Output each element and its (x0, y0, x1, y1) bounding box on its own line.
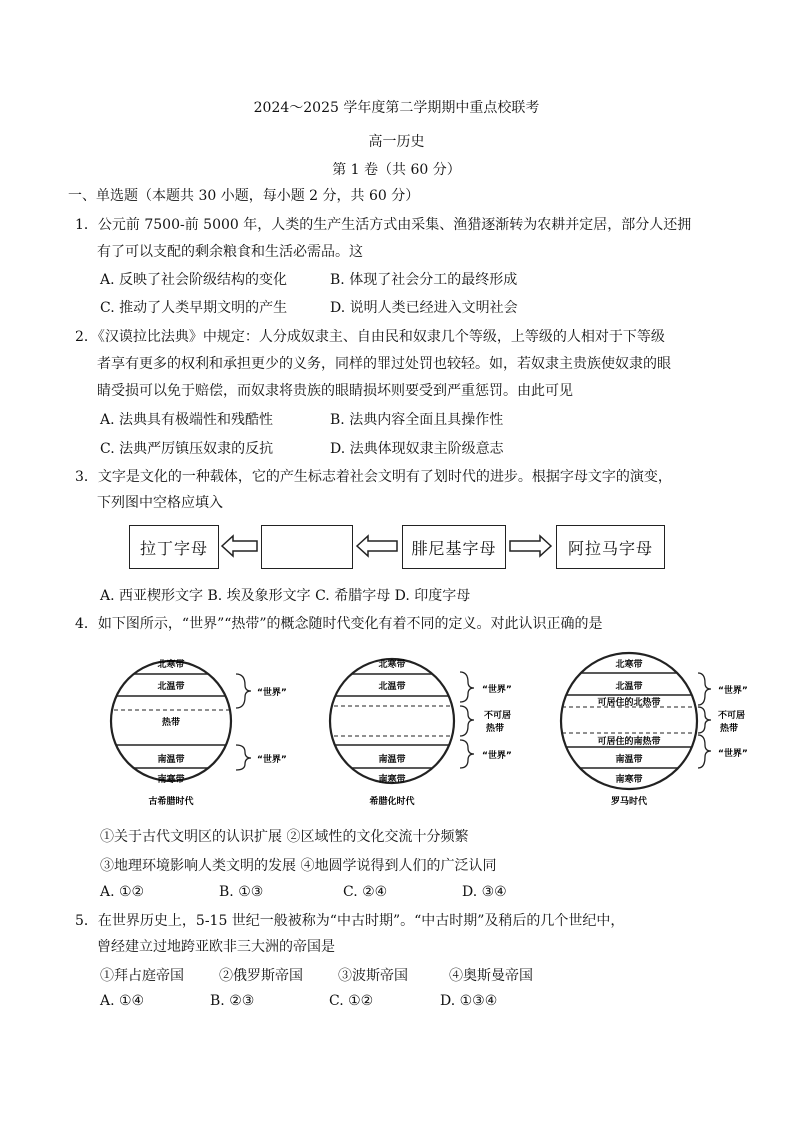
g1-north-cold: 北寒带 (157, 660, 185, 670)
g1-world-top: “世界” (257, 688, 287, 698)
q4-option-d: D. ③④ (462, 884, 507, 900)
g1-south-temp: 南温带 (157, 755, 185, 765)
g3-habitable-north: 可居住的北热带 (597, 698, 661, 708)
g3-world-top: “世界” (718, 686, 748, 696)
volume-title: 第 1 卷（共 60 分） (332, 162, 461, 178)
g3-north-cold: 北寒带 (615, 660, 643, 670)
q2-option-d: D. 法典体现奴隶主阶级意志 (330, 441, 504, 457)
q4-option-b: B. ①③ (219, 884, 264, 900)
q2-line2: 者享有更多的权利和承担更少的义务，同样的罪过处罚也较轻。如，若奴隶主贵族使奴隶的眼 (97, 356, 671, 372)
q2-line3: 睛受损可以免于赔偿，而奴隶将贵族的眼睛损坏则要受到严重惩罚。由此可见 (97, 383, 573, 399)
latin-alphabet-box: 拉丁字母 (129, 525, 219, 569)
globe-hellenistic (320, 658, 512, 807)
q2-line1: 2．《汉谟拉比法典》中规定：人分成奴隶主、自由民和奴隶几个等级，上等级的人相对于下等级 (75, 329, 665, 345)
g2-uninhabitable-2: 热带 (486, 724, 505, 734)
g1-world-bottom: “世界” (257, 755, 287, 765)
g2-south-temp: 南温带 (378, 755, 406, 765)
q4-statements-2: ③地理环境影响人类文明的发展 ④地圆学说得到人们的广泛认同 (100, 858, 497, 874)
exam-title: 2024～2025 学年度第二学期期中重点校联考 (253, 100, 540, 116)
g1-north-temp: 北温带 (157, 682, 185, 692)
section-heading: 一、单选题（本题共 30 小题，每小题 2 分，共 60 分） (68, 188, 420, 204)
q3-line1: 3．文字是文化的一种载体，它的产生标志着社会文明有了划时代的进步。根据字母文字的演变， (75, 469, 672, 485)
g2-north-cold: 北寒带 (378, 660, 406, 670)
q1-option-c: C. 推动了人类早期文明的产生 (100, 300, 288, 316)
globe-roman (555, 653, 748, 807)
aramaic-alphabet-box: 阿拉马字母 (556, 525, 665, 569)
g2-world-top: “世界” (482, 685, 512, 695)
q5-empire-3: ③波斯帝国 (338, 968, 408, 984)
g1-tropic: 热带 (161, 718, 181, 728)
g1-caption: 古希腊时代 (148, 797, 194, 807)
q1-option-d: D. 说明人类已经进入文明社会 (330, 300, 518, 316)
q4-line1: 4．如下图所示，“世界”“热带”的概念随时代变化有着不同的定义。对此认识正确的是 (75, 616, 603, 632)
q1-line1: 1．公元前 7500-前 5000 年，人类的生产生活方式由采集、渔猎逐渐转为农耕并定居，部分人还拥 (75, 217, 692, 233)
q4-statements-1: ①关于古代文明区的认识扩展 ②区域性的文化交流十分频繁 (100, 829, 469, 845)
g2-world-bottom: “世界” (482, 751, 512, 761)
q5-line2: 曾经建立过地跨亚欧非三大洲的帝国是 (97, 939, 335, 955)
g3-caption: 罗马时代 (610, 797, 648, 807)
q2-option-b: B. 法典内容全面且具操作性 (330, 412, 504, 428)
q5-option-b: B. ②③ (210, 993, 255, 1009)
g2-uninhabitable-1: 不可居 (484, 711, 512, 721)
q5-option-a: A. ①④ (100, 993, 145, 1009)
g2-caption: 希腊化时代 (369, 797, 415, 807)
q1-option-b: B. 体现了社会分工的最终形成 (330, 272, 518, 288)
subject-title: 高一历史 (368, 134, 425, 150)
g3-north-temp: 北温带 (615, 682, 643, 692)
q3-line2: 下列图中空格应填入 (97, 495, 223, 511)
q5-option-d: D. ①③④ (440, 993, 498, 1009)
q2-option-c: C. 法典严厉镇压奴隶的反抗 (100, 441, 274, 457)
phoenician-alphabet-box: 腓尼基字母 (402, 525, 506, 569)
q4-option-c: C. ②④ (343, 884, 388, 900)
q5-empire-4: ④奥斯曼帝国 (449, 968, 533, 984)
q5-line1: 5．在世界历史上，5-15 世纪一般被称为“中古时期”。“中古时期”及稍后的几个世纪中， (75, 913, 625, 929)
q5-option-c: C. ①② (329, 993, 374, 1009)
q3-options: A. 西亚楔形文字 B. 埃及象形文字 C. 希腊字母 D. 印度字母 (100, 588, 471, 604)
g3-habitable-south: 可居住的南热带 (597, 737, 661, 747)
q1-line2: 有了可以支配的剩余粮食和生活必需品。这 (97, 244, 363, 260)
g3-uninhabitable-2: 热带 (720, 724, 739, 734)
g1-south-cold: 南寒带 (157, 775, 185, 785)
g3-world-bottom: “世界” (718, 749, 748, 759)
g2-north-temp: 北温带 (378, 682, 406, 692)
g3-south-temp: 南温带 (615, 755, 643, 765)
globe-ancient-greece (100, 658, 287, 807)
g3-south-cold: 南寒带 (615, 775, 643, 785)
q4-option-a: A. ①② (100, 884, 145, 900)
g2-south-cold: 南寒带 (378, 775, 406, 785)
q1-option-a: A. 反映了社会阶级结构的变化 (100, 272, 288, 288)
g3-uninhabitable-1: 不可居 (718, 711, 746, 721)
q5-empire-2: ②俄罗斯帝国 (219, 968, 303, 984)
q2-option-a: A. 法典具有极端性和残酷性 (100, 412, 274, 428)
q5-empire-1: ①拜占庭帝国 (100, 968, 184, 984)
